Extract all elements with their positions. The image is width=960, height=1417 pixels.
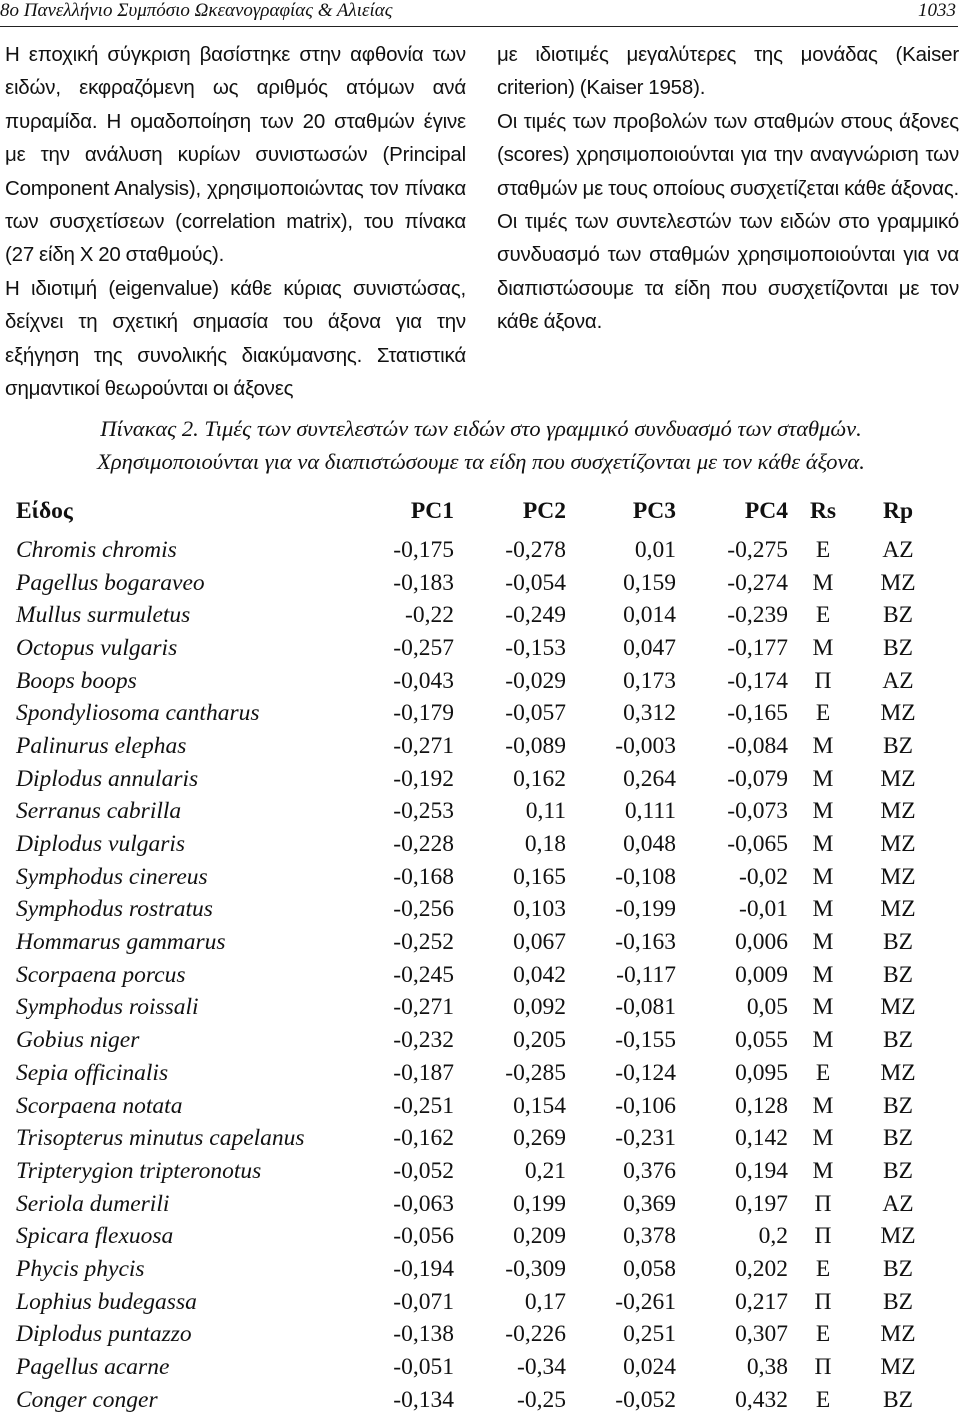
pc4-cell: -0,01 [739, 896, 788, 923]
pc3-cell: 0,058 [623, 1255, 676, 1282]
pc1-cell: -0,257 [393, 634, 454, 661]
pc1-cell: -0,071 [393, 1288, 454, 1315]
species-name-cell: Boops boops [16, 667, 137, 694]
pc3-cell: 0,048 [623, 831, 676, 858]
rs-cell: Π [814, 1223, 832, 1250]
rs-cell: E [815, 602, 831, 629]
table-row [16, 1351, 938, 1384]
rp-cell: BZ [882, 1092, 914, 1119]
table-row [16, 1384, 938, 1417]
pc2-cell: 0,165 [513, 863, 566, 890]
rp-cell: MZ [880, 765, 916, 792]
pc2-cell: -0,226 [505, 1321, 566, 1348]
pc4-cell: -0,165 [727, 700, 788, 727]
column-header-rp: Rp [882, 498, 914, 524]
rp-cell: MZ [880, 994, 916, 1021]
pc3-cell: 0,312 [623, 700, 676, 727]
pc1-cell: -0,22 [405, 602, 454, 629]
pc4-cell: -0,275 [727, 536, 788, 563]
table-row [16, 1155, 938, 1188]
pc2-cell: -0,34 [517, 1354, 566, 1381]
rs-cell: M [812, 1157, 834, 1184]
column-header-pc1: PC1 [410, 498, 454, 524]
pc1-cell: -0,187 [393, 1059, 454, 1086]
rs-cell: M [812, 863, 834, 890]
rs-cell: M [812, 1092, 834, 1119]
pc2-cell: 0,103 [513, 896, 566, 923]
left-text-column [5, 38, 466, 405]
species-name-cell: Tripterygion tripteronotus [16, 1157, 262, 1184]
rp-cell: MZ [880, 863, 916, 890]
pc3-cell: 0,159 [623, 569, 676, 596]
pc2-cell: -0,089 [505, 732, 566, 759]
rp-cell: MZ [880, 700, 916, 727]
pc1-cell: -0,245 [393, 961, 454, 988]
pc4-cell: 0,432 [735, 1386, 788, 1413]
rs-cell: E [815, 700, 831, 727]
pc3-cell: 0,024 [623, 1354, 676, 1381]
rs-cell: M [812, 732, 834, 759]
pc1-cell: -0,192 [393, 765, 454, 792]
running-header [0, 0, 958, 27]
species-name-cell: Octopus vulgaris [16, 634, 178, 661]
rs-cell: E [815, 536, 831, 563]
pc4-cell: 0,38 [746, 1354, 788, 1381]
species-name-cell: Diplodus vulgaris [16, 831, 186, 858]
right-text-column [497, 38, 959, 339]
pc3-cell: 0,014 [623, 602, 676, 629]
rs-cell: E [815, 1321, 831, 1348]
table-row [16, 992, 938, 1025]
pc4-cell: 0,197 [735, 1190, 788, 1217]
rs-cell: M [812, 1027, 834, 1054]
table-body [16, 534, 938, 1417]
pc4-cell: -0,174 [727, 667, 788, 694]
pc3-cell: -0,199 [615, 896, 676, 923]
species-name-cell: Symphodus roissali [16, 994, 199, 1021]
column-header-pc2: PC2 [522, 498, 566, 524]
paragraph: Η εποχική σύγκριση βασίστηκε στην αφθονία των ειδών, εκφραζόμενη ως αριθμός ατόμων ανά πυραμίδα. Η ομαδοποίηση των 20 σταθμών έγινε με την ανάλυση κυρίων συνιστωσών (Principal Component Analysis), χρησιμοποιώντας τον πίνακα των συσχετίσεων (correlation matrix), του πίνακα (27 είδη X 20 σταθμούς). [5, 43, 466, 267]
pc2-cell: -0,249 [505, 602, 566, 629]
table-row [16, 796, 938, 829]
table-row [16, 1253, 938, 1286]
rs-cell: Π [814, 1354, 832, 1381]
pc1-cell: -0,168 [393, 863, 454, 890]
pc3-cell: 0,173 [623, 667, 676, 694]
pc1-cell: -0,194 [393, 1255, 454, 1282]
species-name-cell: Sepia officinalis [16, 1059, 169, 1086]
rp-cell: BZ [882, 1255, 914, 1282]
species-name-cell: Seriola dumerili [16, 1190, 170, 1217]
pc2-cell: -0,285 [505, 1059, 566, 1086]
pc3-cell: 0,047 [623, 634, 676, 661]
rp-cell: AZ [882, 667, 914, 694]
pc2-cell: 0,162 [513, 765, 566, 792]
species-name-cell: Spondyliosoma cantharus [16, 700, 260, 727]
pc2-cell: 0,11 [525, 798, 566, 825]
pc3-cell: -0,124 [615, 1059, 676, 1086]
pc2-cell: -0,054 [505, 569, 566, 596]
pc4-cell: -0,065 [727, 831, 788, 858]
table-row [16, 730, 938, 763]
table-row [16, 894, 938, 927]
pc2-cell: 0,154 [513, 1092, 566, 1119]
pc4-cell: 0,194 [735, 1157, 788, 1184]
header-page-number: 1033 [918, 0, 956, 21]
rp-cell: BZ [882, 1157, 914, 1184]
pc2-cell: -0,278 [505, 536, 566, 563]
pc1-cell: -0,252 [393, 929, 454, 956]
pc4-cell: 0,128 [735, 1092, 788, 1119]
species-name-cell: Scorpaena notata [16, 1092, 183, 1119]
table-row [16, 1286, 938, 1319]
pc2-cell: 0,092 [513, 994, 566, 1021]
pc3-cell: 0,376 [623, 1157, 676, 1184]
pc1-cell: -0,052 [393, 1157, 454, 1184]
pc3-cell: -0,081 [615, 994, 676, 1021]
species-name-cell: Diplodus puntazzo [16, 1321, 192, 1348]
pc2-cell: 0,209 [513, 1223, 566, 1250]
rp-cell: BZ [882, 602, 914, 629]
species-name-cell: Palinurus elephas [16, 732, 187, 759]
pc4-cell: 0,009 [735, 961, 788, 988]
pc2-cell: -0,029 [505, 667, 566, 694]
pc1-cell: -0,253 [393, 798, 454, 825]
table-row [16, 1090, 938, 1123]
rs-cell: Π [814, 667, 832, 694]
pc1-cell: -0,051 [393, 1354, 454, 1381]
rp-cell: BZ [882, 1386, 914, 1413]
species-name-cell: Conger conger [16, 1386, 158, 1413]
pc2-cell: 0,205 [513, 1027, 566, 1054]
pc4-cell: 0,095 [735, 1059, 788, 1086]
column-header-rs: Rs [809, 498, 837, 524]
rp-cell: AZ [882, 1190, 914, 1217]
species-name-cell: Trisopterus minutus capelanus [16, 1125, 305, 1152]
pc4-cell: 0,006 [735, 929, 788, 956]
pc4-cell: 0,202 [735, 1255, 788, 1282]
species-name-cell: Serranus cabrilla [16, 798, 182, 825]
table-row [16, 1319, 938, 1352]
pc1-cell: -0,043 [393, 667, 454, 694]
rs-cell: E [815, 1255, 831, 1282]
rs-cell: M [812, 765, 834, 792]
table-row [16, 828, 938, 861]
rp-cell: MZ [880, 831, 916, 858]
paragraph: Η ιδιοτιμή (eigenvalue) κάθε κύριας συνιστώσας, δείχνει τη σχετική σημασία του άξονα για την εξήγηση της συνολικής διακύμανσης. Στατιστικά σημαντικοί θεωρούνται οι άξονες [5, 276, 466, 401]
pc4-cell: 0,055 [735, 1027, 788, 1054]
pc2-cell: 0,17 [524, 1288, 566, 1315]
pc3-cell: -0,261 [615, 1288, 676, 1315]
pc2-cell: -0,309 [505, 1255, 566, 1282]
pc1-cell: -0,256 [393, 896, 454, 923]
rp-cell: AZ [882, 536, 914, 563]
rp-cell: BZ [882, 732, 914, 759]
table-row [16, 1188, 938, 1221]
pc1-cell: -0,175 [393, 536, 454, 563]
column-header-species: Είδος [16, 498, 73, 524]
pc2-cell: 0,18 [524, 831, 566, 858]
pc2-cell: 0,067 [513, 929, 566, 956]
pc1-cell: -0,271 [393, 994, 454, 1021]
pc4-cell: -0,073 [727, 798, 788, 825]
table-row [16, 926, 938, 959]
rs-cell: Π [814, 1288, 832, 1315]
pc2-cell: 0,199 [513, 1190, 566, 1217]
rs-cell: E [815, 1059, 831, 1086]
pc1-cell: -0,228 [393, 831, 454, 858]
pc3-cell: 0,251 [623, 1321, 676, 1348]
pc3-cell: -0,231 [615, 1125, 676, 1152]
species-name-cell: Phycis phycis [16, 1255, 145, 1282]
rs-cell: M [812, 798, 834, 825]
species-name-cell: Spicara flexuosa [16, 1223, 174, 1250]
species-name-cell: Pagellus acarne [16, 1354, 170, 1381]
pc2-cell: -0,057 [505, 700, 566, 727]
pc3-cell: -0,106 [615, 1092, 676, 1119]
pc4-cell: 0,142 [735, 1125, 788, 1152]
rp-cell: MZ [880, 1321, 916, 1348]
rp-cell: BZ [882, 929, 914, 956]
table-row [16, 1024, 938, 1057]
rp-cell: MZ [880, 569, 916, 596]
pc1-cell: -0,063 [393, 1190, 454, 1217]
column-header-pc3: PC3 [632, 498, 676, 524]
pc4-cell: 0,05 [746, 994, 788, 1021]
paragraph: Οι τιμές των προβολών των σταθμών στους άξονες (scores) χρησιμοποιούνται για την αναγνώριση των σταθμών με τους οποίους συσχετίζεται κάθε άξονας. Οι τιμές των συντελεστών των ειδών στο γραμμικό συνδυασμό των σταθμών χρησιμοποιούνται για να διαπιστώσουμε τα είδη που συσχετίζονται με τον κάθε άξονα. [497, 109, 959, 334]
pc1-cell: -0,138 [393, 1321, 454, 1348]
pc3-cell: 0,369 [623, 1190, 676, 1217]
pc4-cell: 0,2 [758, 1223, 788, 1250]
species-name-cell: Symphodus cinereus [16, 863, 208, 890]
pc4-cell: 0,217 [735, 1288, 788, 1315]
table-row [16, 1220, 938, 1253]
rs-cell: M [812, 896, 834, 923]
table-row [16, 567, 938, 600]
species-name-cell: Scorpaena porcus [16, 961, 186, 988]
species-name-cell: Lophius budegassa [16, 1288, 197, 1315]
table-row [16, 959, 938, 992]
pc2-cell: 0,21 [524, 1157, 566, 1184]
pc3-cell: -0,108 [615, 863, 676, 890]
pc2-cell: -0,25 [517, 1386, 566, 1413]
rp-cell: MZ [880, 1223, 916, 1250]
pc1-cell: -0,162 [393, 1125, 454, 1152]
pc2-cell: -0,153 [505, 634, 566, 661]
rp-cell: BZ [882, 1027, 914, 1054]
column-header-pc4: PC4 [744, 498, 788, 524]
pc1-cell: -0,056 [393, 1223, 454, 1250]
pc4-cell: -0,079 [727, 765, 788, 792]
pc3-cell: -0,117 [616, 961, 676, 988]
pc2-cell: 0,042 [513, 961, 566, 988]
rp-cell: MZ [880, 1059, 916, 1086]
table-row [16, 632, 938, 665]
pc3-cell: -0,155 [615, 1027, 676, 1054]
species-name-cell: Symphodus rostratus [16, 896, 213, 923]
rp-cell: BZ [882, 961, 914, 988]
rs-cell: M [812, 831, 834, 858]
rs-cell: M [812, 569, 834, 596]
table-row [16, 1122, 938, 1155]
pc3-cell: -0,003 [615, 732, 676, 759]
pc4-cell: -0,02 [739, 863, 788, 890]
table-row [16, 861, 938, 894]
rs-cell: M [812, 929, 834, 956]
pc2-cell: 0,269 [513, 1125, 566, 1152]
pc4-cell: -0,274 [727, 569, 788, 596]
pc4-cell: -0,177 [727, 634, 788, 661]
pc4-cell: 0,307 [735, 1321, 788, 1348]
species-name-cell: Pagellus bogaraveo [16, 569, 205, 596]
table-row [16, 534, 938, 567]
table-row [16, 1057, 938, 1090]
pc1-cell: -0,179 [393, 700, 454, 727]
species-coefficients-table [16, 498, 938, 1417]
pc3-cell: 0,111 [624, 798, 676, 825]
header-conference-title: 8ο Πανελλήνιο Συμπόσιο Ωκεανογραφίας & Αλιείας [0, 0, 393, 21]
pc3-cell: 0,264 [623, 765, 676, 792]
pc3-cell: 0,01 [634, 536, 676, 563]
pc4-cell: -0,084 [727, 732, 788, 759]
rs-cell: E [815, 1386, 831, 1413]
rp-cell: BZ [882, 634, 914, 661]
pc4-cell: -0,239 [727, 602, 788, 629]
rs-cell: M [812, 961, 834, 988]
rs-cell: M [812, 634, 834, 661]
rs-cell: Π [814, 1190, 832, 1217]
species-name-cell: Hommarus gammarus [16, 929, 226, 956]
rp-cell: MZ [880, 1354, 916, 1381]
rp-cell: BZ [882, 1125, 914, 1152]
pc3-cell: -0,163 [615, 929, 676, 956]
species-name-cell: Chromis chromis [16, 536, 177, 563]
rs-cell: M [812, 1125, 834, 1152]
pc3-cell: 0,378 [623, 1223, 676, 1250]
table-row [16, 763, 938, 796]
pc1-cell: -0,134 [393, 1386, 454, 1413]
pc1-cell: -0,232 [393, 1027, 454, 1054]
pc3-cell: -0,052 [615, 1386, 676, 1413]
species-name-cell: Mullus surmuletus [16, 602, 191, 629]
table-row [16, 665, 938, 698]
paragraph: με ιδιοτιμές μεγαλύτερες της μονάδας (Kaiser criterion) (Kaiser 1958). [497, 43, 959, 100]
pc1-cell: -0,251 [393, 1092, 454, 1119]
pc1-cell: -0,271 [393, 732, 454, 759]
table-row [16, 599, 938, 632]
table-header-row [16, 498, 938, 534]
rp-cell: BZ [882, 1288, 914, 1315]
table-caption: Πίνακας 2. Τιμές των συντελεστών των ειδών στο γραμμικό συνδυασμό των σταθμών. Χρησιμοποιούνται για να διαπιστώσουμε τα είδη που συσχετίζονται με τον κάθε άξονα. [97, 416, 865, 474]
table-row [16, 697, 938, 730]
pc1-cell: -0,183 [393, 569, 454, 596]
species-name-cell: Diplodus annularis [16, 765, 199, 792]
rp-cell: MZ [880, 798, 916, 825]
species-name-cell: Gobius niger [16, 1027, 140, 1054]
rp-cell: MZ [880, 896, 916, 923]
rs-cell: M [812, 994, 834, 1021]
